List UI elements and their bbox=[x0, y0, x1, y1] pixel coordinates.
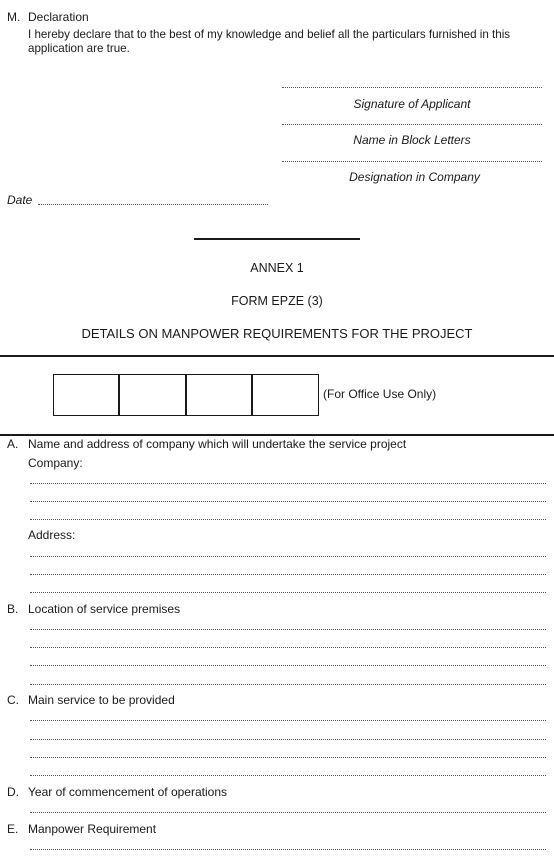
declaration-text-line2: application are true. bbox=[28, 42, 130, 55]
office-use-box-3[interactable] bbox=[185, 374, 253, 416]
location-line-1[interactable] bbox=[30, 629, 546, 630]
office-use-box-1[interactable] bbox=[53, 374, 120, 416]
signature-line[interactable] bbox=[282, 87, 542, 88]
service-line-4[interactable] bbox=[30, 775, 546, 776]
service-line-1[interactable] bbox=[30, 720, 546, 721]
declaration-heading: Declaration bbox=[28, 10, 89, 24]
separator-bottom-rule bbox=[0, 434, 554, 436]
designation-label: Designation in Company bbox=[349, 170, 480, 184]
manpower-line[interactable] bbox=[30, 849, 546, 850]
section-d-heading: Year of commencement of operations bbox=[28, 785, 228, 799]
location-line-2[interactable] bbox=[30, 647, 546, 648]
section-b-letter: B. bbox=[7, 602, 19, 616]
office-use-box-4[interactable] bbox=[251, 374, 319, 416]
address-line-3[interactable] bbox=[30, 592, 546, 593]
service-line-3[interactable] bbox=[30, 757, 546, 758]
separator-short-rule bbox=[194, 238, 360, 240]
date-line[interactable] bbox=[38, 204, 268, 205]
office-use-box-2[interactable] bbox=[118, 374, 187, 416]
company-label: Company: bbox=[28, 456, 83, 470]
designation-line[interactable] bbox=[282, 161, 542, 162]
name-label: Name in Block Letters bbox=[353, 133, 471, 147]
section-m-letter: M. bbox=[7, 10, 21, 24]
signature-label: Signature of Applicant bbox=[353, 97, 471, 111]
company-line-3[interactable] bbox=[30, 519, 546, 520]
location-line-3[interactable] bbox=[30, 665, 546, 666]
declaration-text-line1: I hereby declare that to the best of my knowledge and belief all the particulars furnished in this bbox=[28, 28, 511, 41]
commencement-line[interactable] bbox=[30, 812, 546, 813]
section-c-letter: C. bbox=[7, 693, 19, 707]
annex-subtitle: DETAILS ON MANPOWER REQUIREMENTS FOR THE PROJECT bbox=[81, 326, 473, 341]
annex-title: ANNEX 1 bbox=[250, 261, 304, 275]
name-line[interactable] bbox=[282, 124, 542, 125]
company-line-1[interactable] bbox=[30, 483, 546, 484]
section-e-heading: Manpower Requirement bbox=[28, 822, 157, 836]
section-d-letter: D. bbox=[7, 785, 19, 799]
office-use-label: (For Office Use Only) bbox=[323, 387, 437, 401]
location-line-4[interactable] bbox=[30, 684, 546, 685]
section-c-heading: Main service to be provided bbox=[28, 693, 175, 707]
section-b-heading: Location of service premises bbox=[28, 602, 181, 616]
address-line-2[interactable] bbox=[30, 574, 546, 575]
company-line-2[interactable] bbox=[30, 501, 546, 502]
service-line-2[interactable] bbox=[30, 739, 546, 740]
section-a-heading: Name and address of company which will undertake the service project bbox=[28, 437, 407, 451]
date-label: Date bbox=[7, 193, 33, 207]
form-title: FORM EPZE (3) bbox=[231, 294, 323, 308]
section-a-letter: A. bbox=[7, 437, 19, 451]
section-e-letter: E. bbox=[7, 822, 19, 836]
separator-top-rule bbox=[0, 355, 554, 357]
address-label: Address: bbox=[28, 528, 76, 542]
address-line-1[interactable] bbox=[30, 556, 546, 557]
